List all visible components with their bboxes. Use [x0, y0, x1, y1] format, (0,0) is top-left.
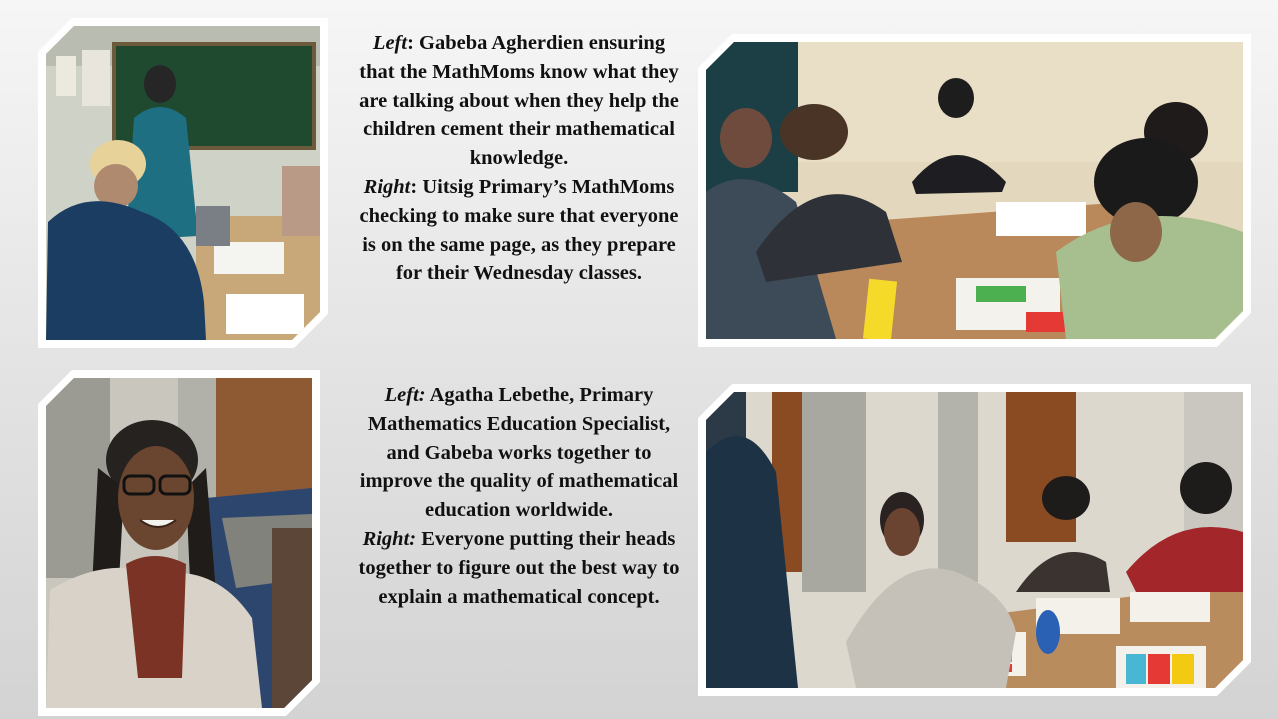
caption-bottom-right-label: Right: [362, 527, 417, 550]
caption-top-left-label: Left [372, 32, 408, 54]
caption-top-right-text: : Uitsig Primary’s MathMoms checking to make sure that everyone is on the same page, as they prepare for their Wednesday classes. [359, 175, 679, 285]
caption-top-left-text: : Gabeba Agherdien ensuring that the MathMoms know what they are talking about when they help the children cement their mathematical knowledge. [359, 32, 679, 170]
photo-mathmoms-group [698, 34, 1251, 347]
caption-bottom-left-label: Left: [384, 384, 426, 406]
caption-bottom [356, 381, 682, 611]
photo-image [46, 26, 320, 340]
caption-bottom-left-text: Agatha Lebethe, Primary Mathematics Education Specialist, and Gabeba works together to improve the quality of mathematical education worldwide. [359, 384, 679, 522]
photo-group-working [698, 384, 1251, 696]
photo-image [706, 42, 1243, 339]
photo-image [706, 392, 1243, 688]
caption-bottom-right-text: Everyone putting their heads together to figure out the best way to explain a mathematical concept. [358, 527, 680, 608]
caption-top [356, 29, 682, 288]
photo-image [46, 378, 312, 708]
photo-classroom-chalkboard [38, 18, 328, 348]
photo-portrait-agatha [38, 370, 320, 716]
caption-top-right-label: Right [363, 175, 411, 198]
